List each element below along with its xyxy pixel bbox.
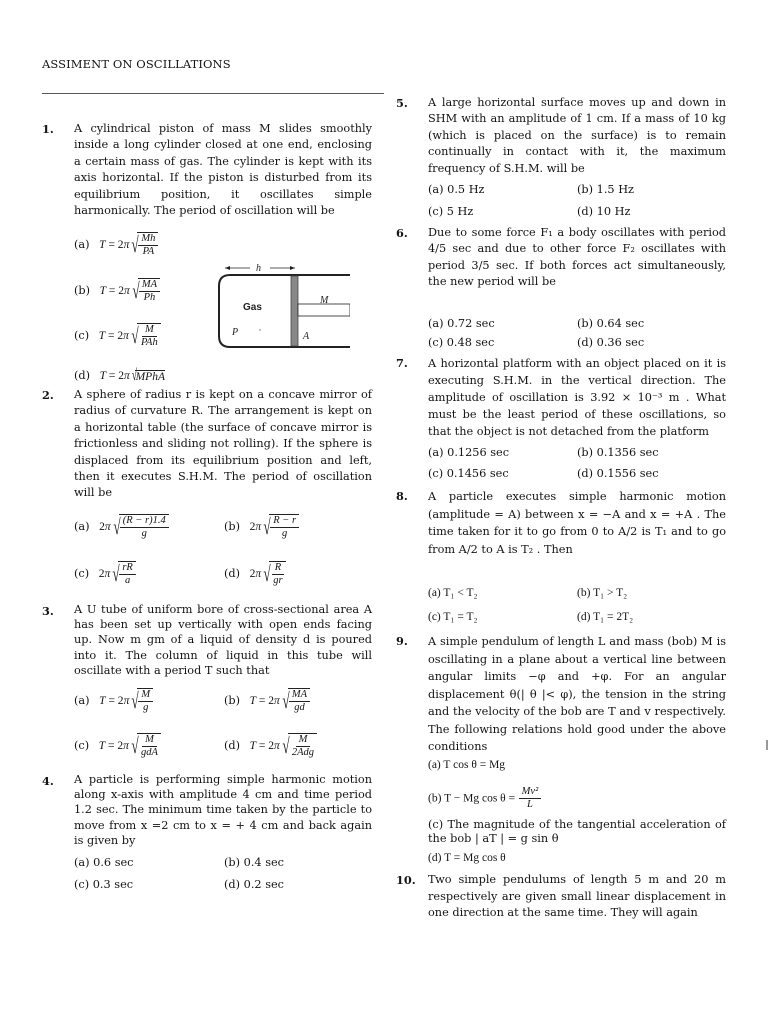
- option-c: (c) T₁ = T₂: [428, 611, 478, 623]
- question-number: 6.: [396, 226, 408, 240]
- option-a: (a) 2π √ $\frac{(R - r)1.4}{g}$: [74, 514, 169, 540]
- fraction-denominator: g: [141, 528, 147, 539]
- piston-cylinder-diagram: [205, 258, 350, 358]
- fraction-numerator: MA: [139, 279, 160, 292]
- option-label: (d): [224, 567, 241, 580]
- option-label: (c): [74, 329, 90, 342]
- diagram-label-p: P: [232, 327, 239, 338]
- diagram-label-m: M: [320, 295, 329, 306]
- question-stem: A U tube of uniform bore of cross-sectional area A has been set up vertically with open ends facing up. Now m gm of a liquid of density d is poured into it. The column of liquid in this tube will oscillate with a period T such that: [74, 603, 372, 677]
- fraction-denominator: gr: [273, 575, 283, 586]
- fraction-denominator: 2Adg: [291, 747, 315, 758]
- fraction-denominator: g: [282, 528, 288, 539]
- fraction-denominator: PA: [142, 246, 155, 257]
- fraction-denominator: Ph: [143, 292, 156, 303]
- option-b: (b) 0.1356 sec: [577, 446, 659, 459]
- option-a: (a) T cos θ = Mg: [428, 759, 506, 771]
- diagram-label-h: h: [256, 263, 261, 274]
- question-number: 4.: [42, 774, 54, 788]
- option-b-text: (b) T − Mg cos θ =: [428, 792, 516, 805]
- option-b: [428, 786, 541, 811]
- question-number: 7.: [396, 356, 408, 370]
- question-number: 2.: [42, 388, 54, 402]
- option-c: (c) 5 Hz: [428, 205, 474, 218]
- option-label: (c): [74, 739, 90, 752]
- option-label: (b): [224, 520, 241, 533]
- option-d: (d) T = 2π √ M 2Adg: [224, 733, 317, 759]
- fraction-numerator: R: [272, 562, 284, 575]
- fraction-numerator: Mv²: [519, 786, 542, 799]
- option-b: (b) T₁ > T₂: [577, 587, 628, 599]
- option-b: (b) T = 2π √ $\frac{MA}{Ph}$: [74, 278, 160, 304]
- fraction-numerator: rR: [119, 562, 136, 575]
- question-stem: Two simple pendulums of length 5 m and 20 m respectively are given small linear displacement in one direction at the same time. They will again: [428, 873, 726, 919]
- option-a: (a) T = 2π √ $\frac{M}{g}$: [74, 688, 153, 714]
- option-d: (d) 0.2 sec: [224, 878, 285, 891]
- question-number: 8.: [396, 489, 408, 503]
- option-c: (c) 0.1456 sec: [428, 467, 509, 480]
- question-number: 1.: [42, 122, 54, 136]
- option-d: (d) 2π √ $\frac{R}{gr}$: [224, 561, 286, 587]
- option-c: (c) The magnitude of the tangential acceleration of the bob | aT | = g sin θ: [428, 818, 726, 845]
- question-stem: Due to some force F₁ a body oscillates with period 4/5 sec and due to other force F₂ oscillates with period 3/5 sec. If both forces act simultaneously, the new period will be: [428, 226, 726, 289]
- option-c: (c) 2π √ $\frac{rR}{a}$: [74, 561, 136, 587]
- option-label: (a): [74, 520, 90, 533]
- option-a: (a) 0.72 sec: [428, 317, 495, 330]
- option-c: (c) T = 2π √ M gdA: [74, 733, 161, 759]
- option-b: (b) 0.4 sec: [224, 856, 285, 869]
- page-title: ASSIMENT ON OSCILLATIONS: [42, 57, 231, 71]
- option-c: (c) T = 2π √ M PAh: [74, 323, 161, 349]
- radicand: MPhA: [135, 370, 165, 383]
- header-divider: [42, 93, 384, 94]
- option-a: (a) 0.5 Hz: [428, 183, 485, 196]
- question-stem: A particle executes simple harmonic motion (amplitude = A) between x = −A and x = +A . The time taken for it to go from 0 to A/2 is T₁ and to go from A/2 to A is T₂ . Then: [428, 490, 726, 556]
- question-stem: A simple pendulum of length L and mass (bob) M is oscillating in a plane about a vertical line between angular limits −φ and +φ. For an angular displacement θ(| θ |< φ), the tension in the string and the velocity of the bob are T and v respectively. The following relations hold good under the above conditions: [428, 635, 726, 753]
- option-d: (d) 0.36 sec: [577, 336, 645, 349]
- question-number: 10.: [396, 873, 416, 887]
- fraction-numerator: (R − r)1.4: [120, 515, 169, 528]
- option-c: (c) 0.3 sec: [74, 878, 134, 891]
- option-b: (b) T = 2π √ $\frac{MA}{gd}$: [224, 688, 310, 714]
- option-label: (d): [224, 739, 241, 752]
- option-d: (d) T = 2π √ MPhA: [74, 367, 165, 384]
- fraction-numerator: Mh: [138, 233, 158, 246]
- question-number: 5.: [396, 96, 408, 110]
- question-stem: A horizontal platform with an object placed on it is executing S.H.M. in the vertical direction. The amplitude of oscillation is 3.92 × 10⁻³ m . What must be the least period of these oscillations, so that the object is not detached from the platform: [428, 357, 726, 438]
- question-number: 3.: [42, 604, 54, 618]
- fraction-denominator: L: [527, 799, 533, 810]
- fraction-denominator: g: [143, 702, 149, 713]
- fraction-numerator: R − r: [270, 515, 299, 528]
- option-label: (a): [74, 694, 90, 707]
- option-label: (b): [224, 694, 241, 707]
- option-a: (a) 0.6 sec: [74, 856, 134, 869]
- option-b: (b) 2π √ $\frac{R - r}{g}$: [224, 514, 299, 540]
- option-label: (a): [74, 238, 90, 251]
- fraction-numerator: M: [142, 734, 157, 747]
- option-d: (d) T = Mg cos θ: [428, 852, 506, 864]
- option-b: (b) 0.64 sec: [577, 317, 645, 330]
- option-b: (b) 1.5 Hz: [577, 183, 634, 196]
- option-a: (a) 0.1256 sec: [428, 446, 510, 459]
- option-c: (c) 0.48 sec: [428, 336, 495, 349]
- option-d: (d) 10 Hz: [577, 205, 631, 218]
- option-a: (a) T₁ < T₂: [428, 587, 478, 599]
- fraction-denominator: a: [124, 575, 131, 586]
- question-stem: A cylindrical piston of mass M slides smoothly inside a long cylinder closed at one end, enclosing a certain mass of gas. The cylinder is kept with its axis horizontal. If the piston is disturbed from its equilibrium position, it oscillates simple harmonically. The period of oscillation will be: [74, 122, 372, 218]
- fraction-numerator: M: [138, 689, 153, 702]
- option-d: (d) 0.1556 sec: [577, 467, 659, 480]
- option-label: (d): [74, 369, 91, 382]
- diagram-label-a: A: [303, 331, 310, 342]
- option-d: (d) T₁ = 2T₂: [577, 611, 634, 623]
- option-a: (a) T = 2π √ $\frac{Mh}{PA}$: [74, 232, 158, 258]
- fraction-denominator: PAh: [141, 337, 158, 348]
- fraction-numerator: MA: [289, 689, 310, 702]
- option-label: (c): [74, 567, 90, 580]
- option-label: (b): [74, 284, 91, 297]
- fraction-denominator: gdA: [141, 747, 158, 758]
- fraction-numerator: M: [142, 324, 157, 337]
- fraction-numerator: M: [296, 734, 311, 747]
- question-stem: A large horizontal surface moves up and down in SHM with an amplitude of 1 cm. If a mass of 10 kg (which is placed on the surface) is to remain continually in contact with it, the maximum frequency of S.H.M. will be: [428, 96, 726, 175]
- question-stem: A sphere of radius r is kept on a concave mirror of radius of curvature R. The arrangement is kept on a horizontal table (the surface of concave mirror is frictionless and sliding not rolling). If the sphere is displaced from its equilibrium position and left, then it executes S.H.M. The period of oscillation will be: [74, 388, 372, 500]
- fraction-denominator: gd: [294, 702, 305, 713]
- question-number: 9.: [396, 634, 408, 648]
- question-stem: A particle is performing simple harmonic motion along x-axis with amplitude 4 cm and time period 1.2 sec. The minimum time taken by the particle to move from x =2 cm to x = + 4 cm and back again is given by: [74, 773, 372, 847]
- diagram-label-gas: Gas: [243, 302, 262, 313]
